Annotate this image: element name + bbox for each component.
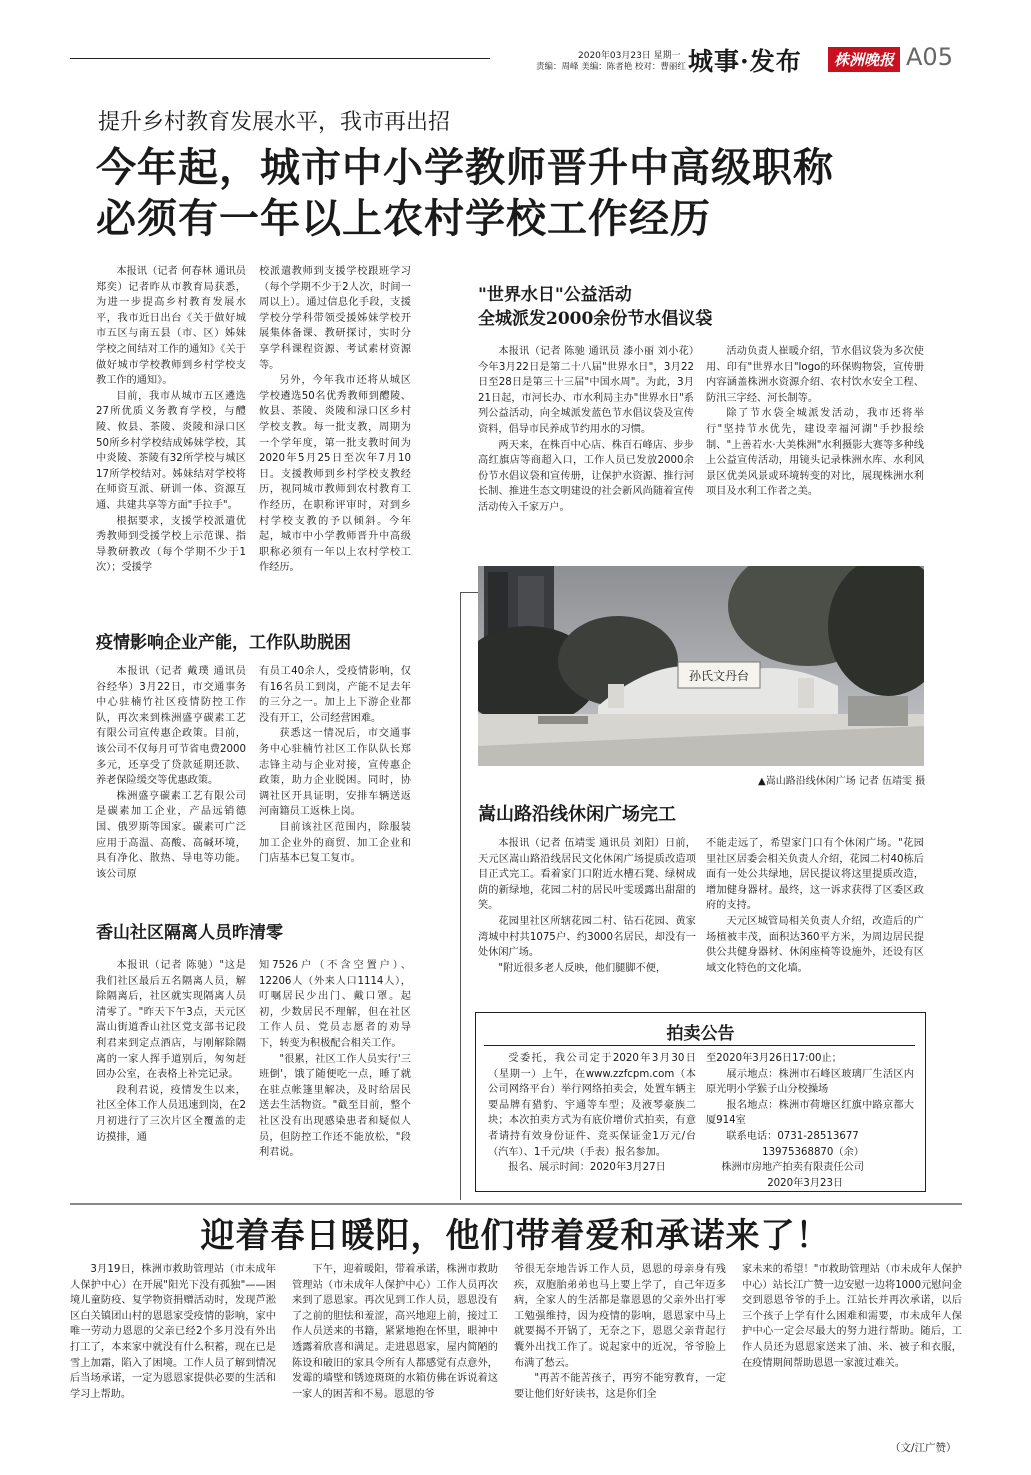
column-divider: [460, 592, 461, 1200]
plaza-photo: [478, 566, 924, 766]
songshan-title: 嵩山路沿线休闲广场完工: [478, 804, 676, 825]
water-body-col2: 活动负责人崔暖介绍，节水倡议袋为多次使用、印有"世界水日"logo的环保购物袋，宣传册内容涵盖株洲水资源介绍、农村饮水安全工程、防汛三字经、河长制等。 除了节水袋全城派发活动，我市还将举行"坚持节水优先，建设幸福河湖"手抄报绘制、"上善若水·大美株洲"水利摄影大赛等多种线上公益宣传活动，用镜头记录株洲水库、水利风景区优美风景或环境转变的对比，展现株洲水利项目及水利工作者之美。: [706, 346, 924, 498]
section-title: 城事·发布: [688, 47, 802, 76]
auction-body-col1: 受委托，我公司定于2020年3月30日（星期一）上午，在www.zzfcpm.com（本公司网络平台）举行网络拍卖会，处置车辆主要品牌有猎豹、宇通等车型；及液琴豪族二块；本次拍卖方式为有底价增价式拍卖，有意者请持有效身份证件、竞买保证金1万元/台（汽车）、1千元/块（手表）报名参加。 报名、展示时间：2020年3月27日: [488, 1053, 696, 1174]
auction-title: 拍卖公告: [666, 1024, 735, 1044]
xiangshan-body-col1: 本报讯（记者 陈驰）"这是我们社区最后五名隔离人员，解除隔离后，社区就实现隔离人员清零了。"昨天下午3点，天元区嵩山街道香山社区党支部书记段利君来到定点酒店，与刚解除隔离的一家人挥手道别后，匆匆赶回办公室，在表格上补完记录。 段利君说，疫情发生以来，社区全体工作人员迅速到岗，在2月初进行了三次片区全覆盖的走访摸排，通: [96, 960, 246, 1143]
lead-headline-line1: 今年起，城市中小学教师晋升中高级职称: [96, 144, 834, 191]
water-body-col1: 本报讯（记者 陈驰 通讯员 漆小丽 刘小花）今年3月22日是第二十八届"世界水日"，3月22日至28日是第三十三届"中国水周"。为此，3月21日起，市河长办、市水利局主办"世界水日"系列公益活动，向全城派发蓝色节水倡议袋及宣传资料，倡导市民养成节约用水的习惯。 两天来，在株百中心店、株百石峰店、步步高红旗店等商超入口，工作人员已发放2000余份节水倡议袋和宣传册，让保护水资源、推行河长制、推进生态文明建设的社会新风尚随着宣传活动传入千家万户。: [478, 346, 694, 513]
spring-body-col4: 家未来的希望！"市救助管理站（市未成年人保护中心）站长江广赞一边安慰一边将1000元慰问金交到恩恩爷爷的手上。江站长并再次承诺，以后三个孩子上学有什么困难和需要，市未成年人保护中心一定会尽最大的努力进行帮助。随后，工作人员还为恩恩家送来了油、米、被子和衣服，在疫情期间帮助恩恩一家渡过难关。: [742, 1264, 962, 1369]
epidemic-title: 疫情影响企业产能，工作队助脱困: [96, 633, 351, 653]
xiangshan-body-col2: 知7526户（不含空置户）、12206人（外来人口1114人），叮嘱居民少出门、戴口罩。起初，少数居民不理解，但在社区工作人员、党员志愿者的劝导下，转变为积极配合相关工作。 "很累，社区工作人员实行'三班倒'，饿了随便吃一点，睡了就在驻点帐篷里解决，及时给居民送去生活物资。"截至目前，整个社区没有出现感染患者和疑似人员，但防控工作还不能放松，"段利君说。: [259, 960, 411, 1159]
spring-body-col1: 3月19日，株洲市救助管理站（市未成年人保护中心）在开展"阳光下没有孤独"——困境儿童防疫、复学物资捐赠活动时，发现芦淞区白关镇团山村的恩恩家受疫情的影响，家中唯一劳动力恩恩的父亲已经2个多月没有外出打工了，本来家中就没有什么积蓄，现在已是雪上加霜，陷入了困境。工作人员了解到情况后当场承诺，一定为恩恩家提供必要的生活和学习上帮助。: [70, 1264, 276, 1400]
spring-body-col2: 下午，迎着暖阳，带着承诺，株洲市救助管理站（市未成年人保护中心）工作人员再次来到了恩恩家。再次见到工作人员，恩恩没有了之前的胆怯和羞涩，高兴地迎上前，接过工作人员送来的书籍，紧紧地抱在怀里，眼神中透露着欣喜和满足。走进恩恩家，屋内简陋的陈设和破旧的家具令所有人都感觉有点意外，发霉的墙壁和锈迹斑斑的水箱仿佛在诉说着这一家人的困苦和不易。恩恩的爷: [292, 1264, 498, 1400]
page-number: A05: [906, 43, 953, 71]
songshan-body-col1: 本报讯（记者 伍靖雯 通讯员 刘阳）日前，天元区嵩山路沿线居民文化休闲广场提质改造项目正式完工。看着家门口附近水槽石凳、绿树成荫的新绿地，花园二村的居民叶雯瑗露出甜甜的笑。 花园里社区所辖花园二村、钻石花园、黄家湾城中村共1075户、约3000名居民，却没有一处休闲广场。 "附近很多老人反映，他们腿脚不便，: [478, 838, 696, 974]
auction-box: [475, 1012, 926, 1192]
xiangshan-title: 香山社区隔离人员昨清零: [96, 923, 283, 943]
masthead-rule-left: [70, 58, 490, 59]
spring-body-col3: 爷很无奈地告诉工作人员，恩恩的母亲身有残疾，双胞胎弟弟也马上要上学了，自己年迈多病，全家人的生活都是靠恩恩的父亲外出打零工勉强维持，因为疫情的影响，恩恩家中马上就要揭不开锅了，无奈之下，恩恩父亲背起行囊外出找工作了。说起家中的近况，爷爷脸上布满了愁云。 "再苦不能苦孩子，再穷不能穷教育，一定要让他们好好读书，这是你们全: [514, 1264, 726, 1400]
lead-body-col1: 本报讯（记者 何春林 通讯员 郑奕）记者昨从市教育局获悉，为进一步提高乡村教育发展水平，我市近日出台《关于做好城市五区与南五县（市、区）姊妹学校之间结对工作的通知》《关于做好城市学校教师到乡村学校支教工作的通知》。 目前，我市从城市五区遴选27所优质义务教育学校，与醴陵、攸县、茶陵、炎陵和渌口区50所乡村学校结成姊妹学校，其中炎陵、茶陵有32所学校与城区17所学校结对。姊妹结对学校将在师资互派、研训一体、资源互通、共建共享等方面"手拉手"。 根据要求，支援学校派遣优秀教师到受援学校上示范课、指导教研教改（每个学期不少于1次）；受援学: [96, 266, 246, 574]
column-divider-top: [460, 592, 478, 593]
epidemic-body-col2: 有员工40余人，受疫情影响，仅有16名员工到岗，产能不足去年的三分之一。加上上下游企业都没有开工，公司经营困难。 获悉这一情况后，市交通事务中心驻楠竹社区工作队队长郑志锋主动与企业对接，宣传惠企政策，助力企业脱困。同时，协调社区开具证明，安排车辆送返河南籍员工返株上岗。 目前该社区范围内，除服装加工企业外的商贸、加工企业和门店基本已复工复市。: [259, 666, 411, 865]
lead-headline-line2: 必须有一年以上农村学校工作经历: [96, 195, 711, 242]
auction-title-rule: [484, 1045, 915, 1046]
epidemic-body-col1: 本报讯（记者 戴璞 通讯员 谷经华）3月22日，市交通事务中心驻楠竹社区疫情防控工作队，再次来到株洲盛亨碳素工艺有限公司宣传惠企政策。目前，该公司不仅每月可节省电费2000多元，还享受了贷款延期还款、养老保险缓交等优惠政策。 株洲盛亨碳素工艺有限公司是碳素加工企业，产品远销德国、俄罗斯等国家。碳素可广泛应用于高温、高酸、高碱环境，具有净化、散热、导电等功能。该公司原: [96, 666, 246, 880]
water-title-line2: 全城派发2000余份节水倡议袋: [478, 309, 713, 329]
plaza-photo-image: [478, 566, 924, 766]
masthead-date: 2020年03月23日 星期一: [578, 51, 681, 61]
lead-body-col2: 校派遣教师到支援学校跟班学习（每个学期不少于2人次，时间一周以上）。通过信息化手段，支援学校分学科带领受援姊妹学校开展集体备课、教研探讨，实时分享学科课程资源、考试素材资源等。 另外，今年我市还将从城区学校遴选50名优秀教师到醴陵、攸县、茶陵、炎陵和渌口区乡村学校支教。每一批支教，周期为一个学年度，第一批支教时间为2020年5月25日至次年7月10日。支援教师到乡村学校支教经历，视同城市教师到农村教育工作经历，在职称评审时，对到乡村学校支教的予以倾斜。今年起，城市中小学教师晋升中高级职称必须有一年以上农村学校工作经历。: [259, 266, 411, 574]
photo-caption: ▲嵩山路沿线休闲广场 记者 伍靖雯 摄: [758, 776, 926, 787]
bottom-rule: [70, 1203, 962, 1205]
spring-byline: （文/江广赞）: [890, 1442, 957, 1454]
lead-kicker: 提升乡村教育发展水平，我市再出招: [98, 110, 451, 135]
auction-body-col2: 至2020年3月26日17:00止； 展示地点：株洲市石峰区玻璃厂生活区内原光明小学猴子山分校操场 报名地点：株洲市荷塘区红旗中路京都大厦914室 联系电话：0731-28513677 13975368870（余） 株洲市房地产拍卖有限责任公司 2020年3月23日: [706, 1053, 914, 1187]
water-title-line1: "世界水日"公益活动: [478, 285, 632, 305]
spring-headline: 迎着春日暖阳，他们带着爱和承诺来了！: [200, 1216, 831, 1256]
songshan-body-col2: 不能走远了，希望家门口有个休闲广场。"花园里社区居委会相关负责人介绍，花园二村40栋后面有一处公共绿地，居民提议将这里提质改造，增加健身器材。最终，这一诉求获得了区委区政府的支持。 天元区城管局相关负责人介绍，改造后的广场植被丰茂，面积达360平方米，为周边居民提供公共健身器材、休闲座椅等设施外，还设有区域文化特色的文化墙。: [706, 838, 924, 974]
plaza-sign-text: 孙氏文丹台: [688, 669, 750, 683]
paper-logo: 株洲晚报: [828, 47, 900, 72]
masthead-editors: 责编：周峰 美编：陈者艳 校对：曹丽红: [536, 62, 686, 72]
